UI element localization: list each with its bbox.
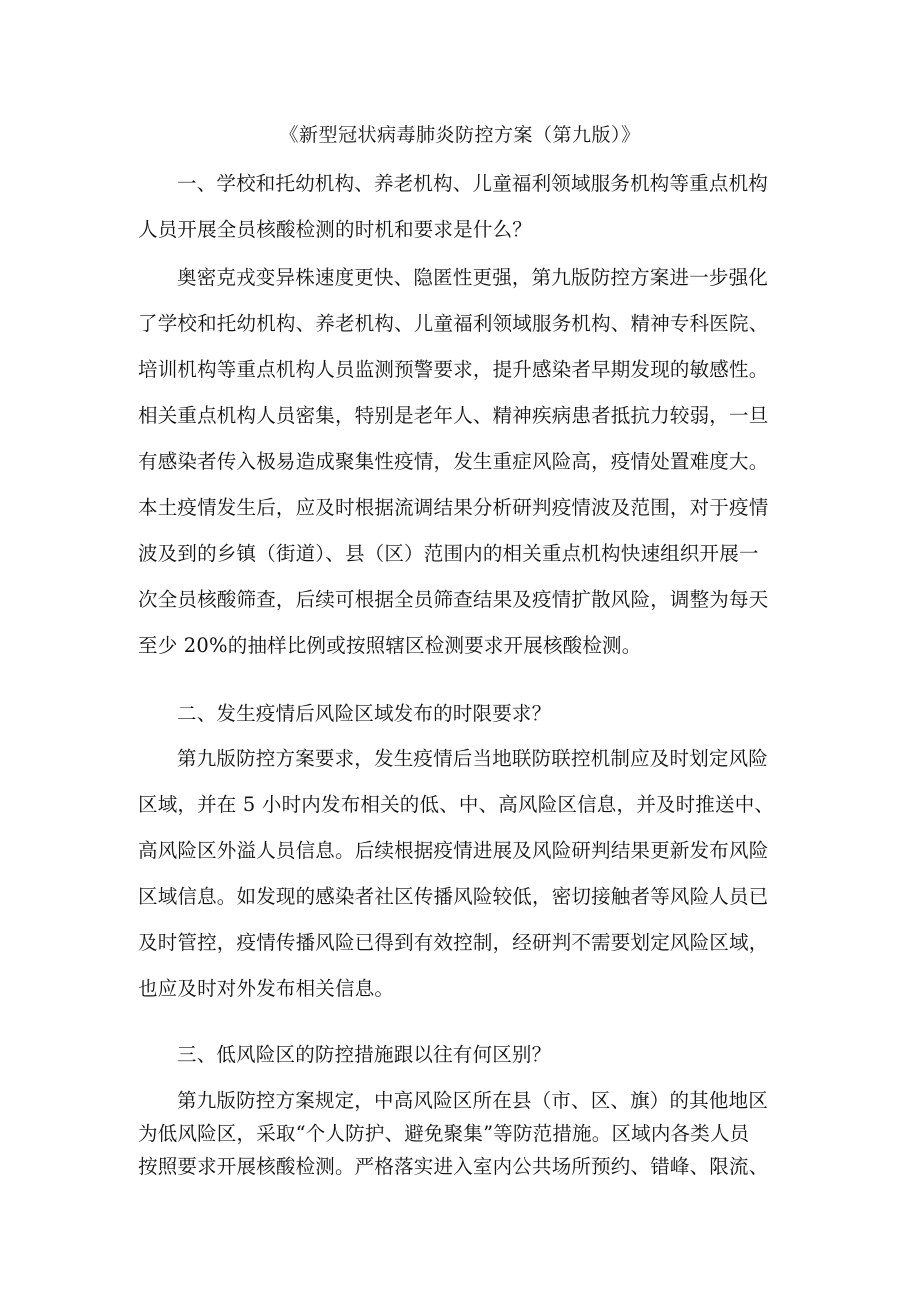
section-3-body-line: 按照要求开展核酸检测。严格落实进入室内公共场所预约、错峰、限流、 bbox=[138, 1155, 769, 1178]
section-3-body bbox=[138, 1084, 788, 1183]
section-2-body-line: 区域信息。如发现的感染者社区传播风险较低，密切接触者等风险人员已 bbox=[138, 885, 769, 908]
section-2-body-line: 及时管控，疫情传播风险已得到有效控制，经研判不需要划定风险区域， bbox=[138, 931, 769, 954]
section-2-body-line: 也应及时对外发布相关信息。 bbox=[138, 977, 395, 1000]
section-1-body-line: 本土疫情发生后，应及时根据流调结果分析研判疫情波及范围，对于疫情 bbox=[138, 496, 769, 519]
section-2-body-line: 第九版防控方案要求，发生疫情后当地联防联控机制应及时划定风险 bbox=[177, 747, 769, 770]
section-2-heading-line-1: 二、发生疫情后风险区域发布的时限要求？ bbox=[177, 702, 552, 725]
section-3-heading-line-1: 三、低风险区的防控措施跟以往有何区别？ bbox=[177, 1043, 552, 1066]
section-2-body bbox=[138, 736, 788, 1012]
section-3-body-line: 为低风险区，采取“个人防护、避免聚集”等防范措施。区域内各类人员 bbox=[138, 1122, 750, 1145]
section-1-body-line: 波及到的乡镇（街道）、县（区）范围内的相关重点机构快速组织开展一 bbox=[138, 542, 759, 565]
section-1-heading-line-1: 一、学校和托幼机构、养老机构、儿童福利领域服务机构等重点机构 bbox=[177, 172, 769, 195]
section-3-heading bbox=[138, 1032, 788, 1078]
section-2-heading bbox=[138, 691, 788, 737]
section-1-body-line: 了学校和托幼机构、养老机构、儿童福利领域服务机构、精神专科医院、 bbox=[138, 312, 769, 335]
section-2-body-line: 区域，并在 5 小时内发布相关的低、中、高风险区信息，并及时推送中、 bbox=[138, 793, 775, 816]
section-1-heading-line-2: 人员开展全员核酸检测的时机和要求是什么？ bbox=[138, 218, 533, 241]
section-1-body-line: 培训机构等重点机构人员监测预警要求，提升感染者早期发现的敏感性。 bbox=[138, 358, 769, 381]
section-2-body-line: 高风险区外溢人员信息。后续根据疫情进展及风险研判结果更新发布风险 bbox=[138, 839, 769, 862]
section-1-body bbox=[138, 255, 788, 669]
document-title: 《新型冠状病毒肺炎防控方案（第九版）》 bbox=[279, 124, 641, 146]
section-1-body-line: 相关重点机构人员密集，特别是老年人、精神疾病患者抵抗力较弱，一旦 bbox=[138, 404, 769, 427]
section-1-body-line: 次全员核酸筛查，后续可根据全员筛查结果及疫情扩散风险，调整为每天 bbox=[138, 588, 769, 611]
section-1-body-line: 奥密克戎变异株速度更快、隐匿性更强，第九版防控方案进一步强化 bbox=[177, 266, 769, 289]
section-1-body-line: 有感染者传入极易造成聚集性疫情，发生重症风险高，疫情处置难度大。 bbox=[138, 450, 769, 473]
section-1-heading bbox=[138, 161, 788, 253]
section-3-body-line: 第九版防控方案规定，中高风险区所在县（市、区、旗）的其他地区 bbox=[177, 1089, 769, 1112]
section-1-body-line: 至少 20%的抽样比例或按照辖区检测要求开展核酸检测。 bbox=[138, 634, 642, 657]
